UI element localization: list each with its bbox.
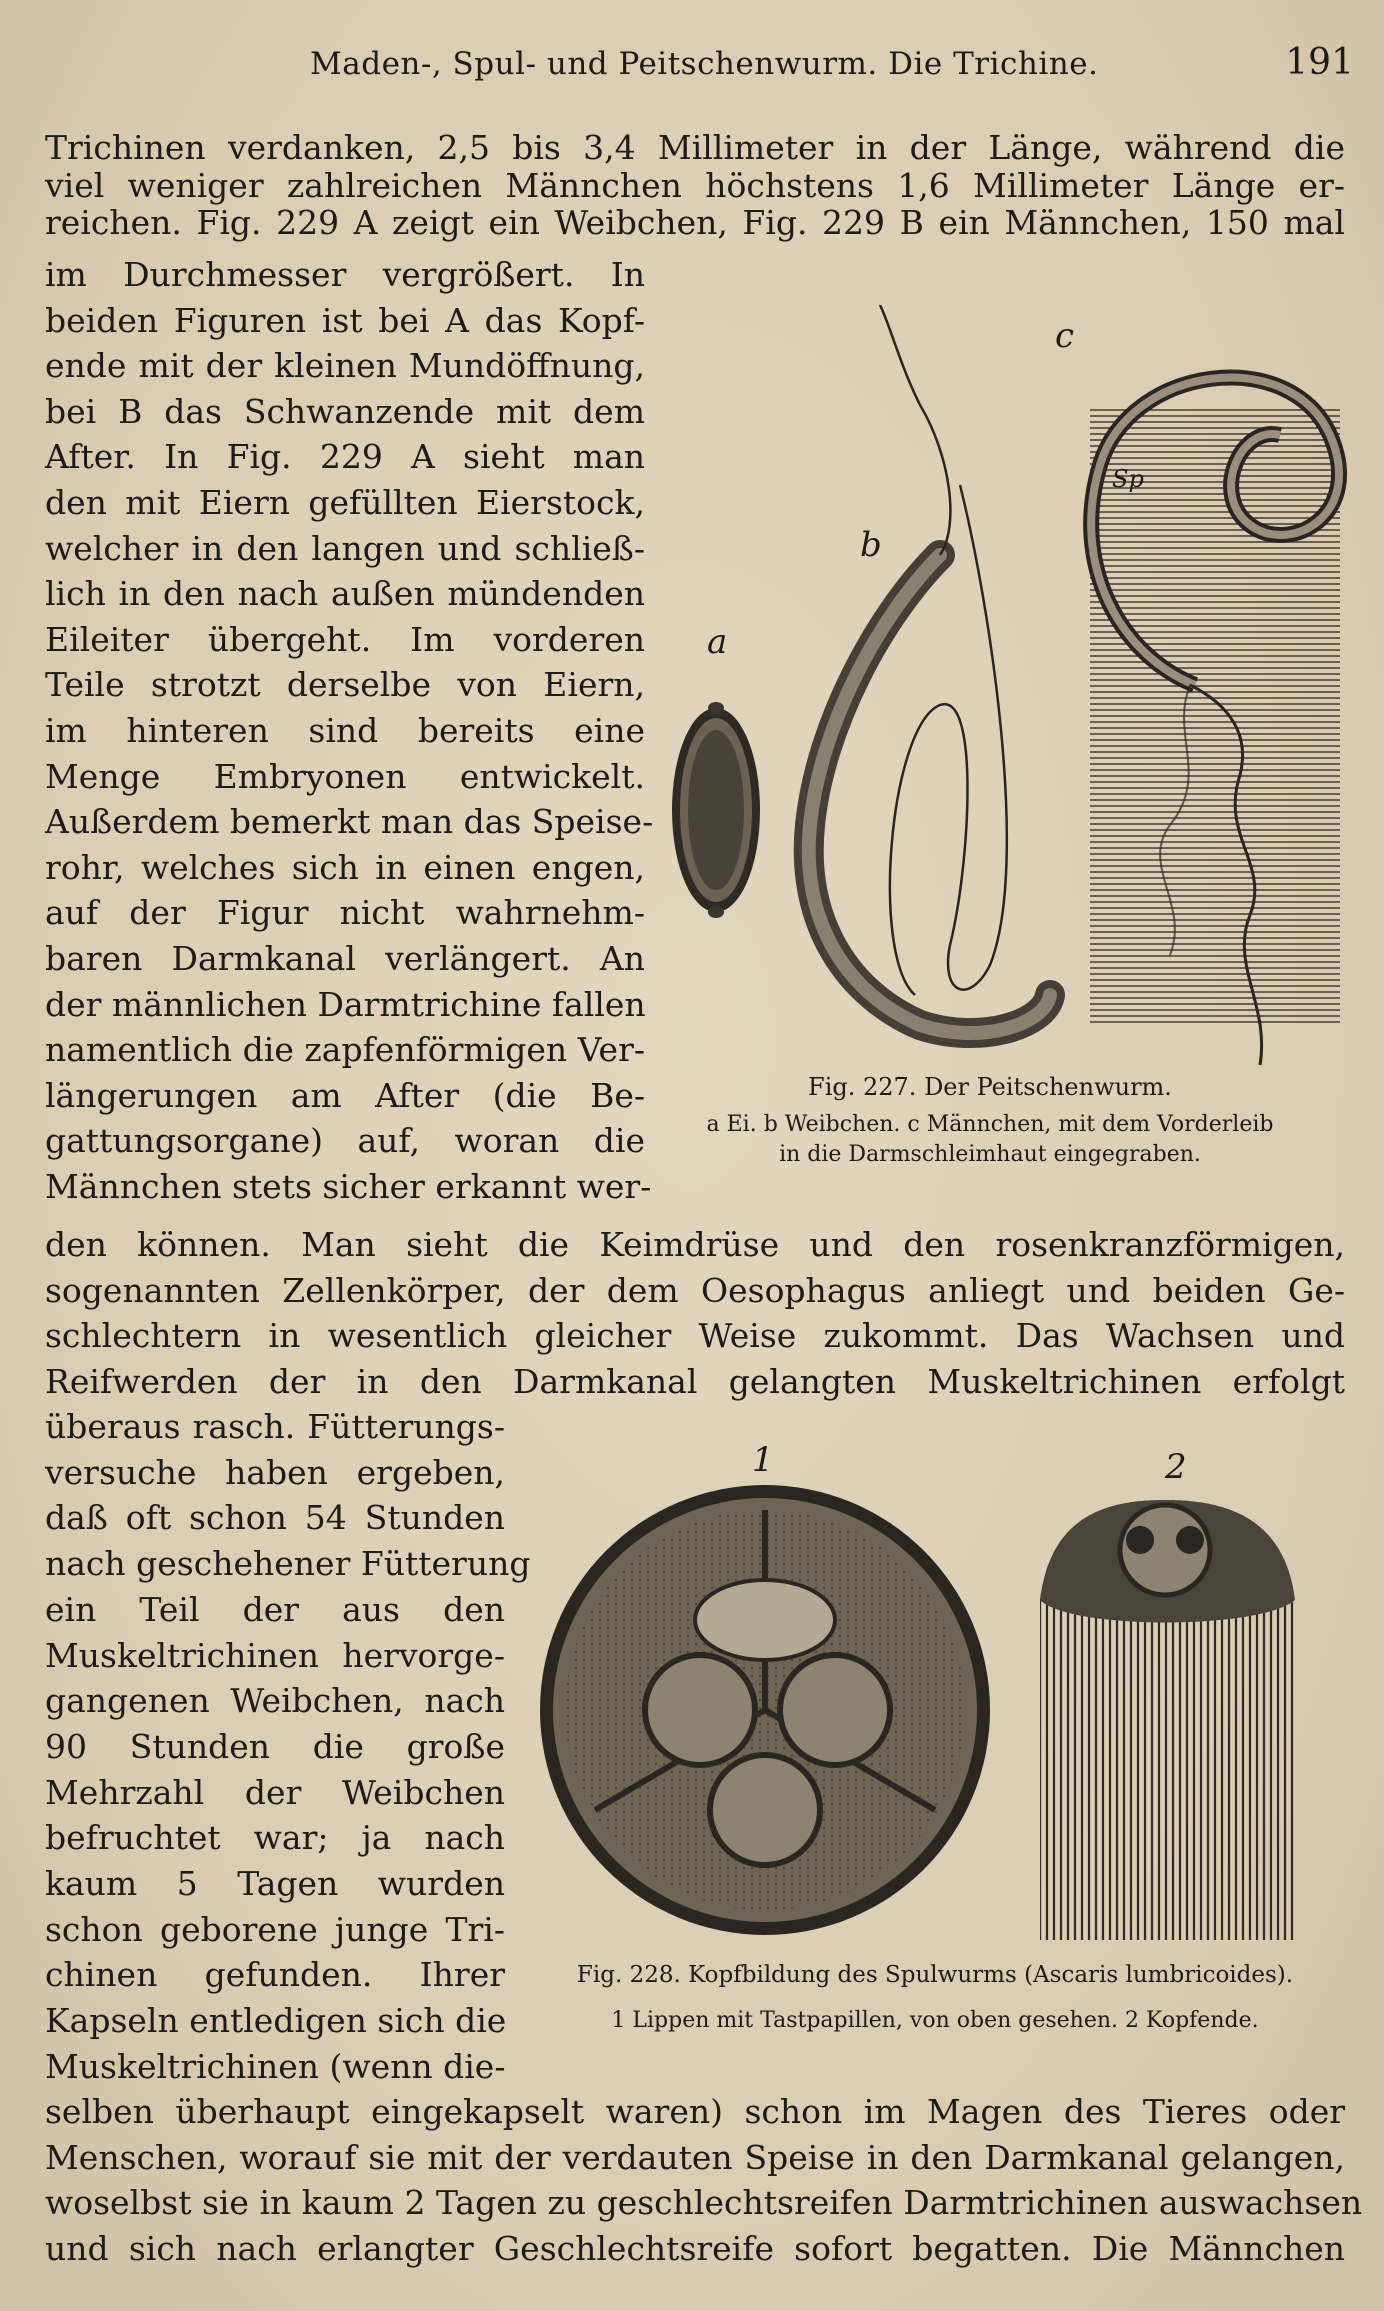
text-line: schon geborene junge Tri-: [45, 1909, 505, 1949]
text-line: befruchtet war; ja nach: [45, 1818, 505, 1858]
figure-228-ascaris-head: [540, 1480, 1345, 1950]
text-line: bei B das Schwanzende mit dem: [45, 391, 645, 431]
text-line: kaum 5 Tagen wurden: [45, 1864, 505, 1903]
text-line: im hinteren sind bereits eine: [45, 711, 645, 750]
text-line: versuche haben ergeben,: [45, 1452, 505, 1492]
text-line: After. In Fig. 229 A sieht man: [45, 437, 645, 477]
fig227-label-b: b: [860, 525, 882, 565]
text-line: schlechtern in wesentlich gleicher Weise zukommt. Das Wachsen und: [45, 1316, 1345, 1356]
text-line: Menge Embryonen entwickelt.: [45, 756, 645, 796]
text-line: beiden Figuren ist bei A das Kopf-: [45, 300, 645, 340]
text-line: auf der Figur nicht wahrnehm-: [45, 893, 645, 933]
text-line: Außerdem bemerkt man das Speise-: [45, 802, 654, 842]
fig228-label-1: 1: [752, 1440, 774, 1480]
text-line: reichen. Fig. 229 A zeigt ein Weibchen, Fig. 229 B ein Männchen, 150 mal: [45, 203, 1345, 242]
text-line: Muskeltrichinen (wenn die-: [45, 2046, 506, 2086]
fig228-caption: Fig. 228. Kopfbildung des Spulwurms (Ascaris lumbricoides).: [576, 1962, 1294, 1988]
text-line: überaus rasch. Fütterungs-: [45, 1407, 505, 1446]
text-line: 90 Stunden die große: [45, 1726, 505, 1766]
fig227-label-sp: Sp: [1112, 465, 1144, 493]
text-line: Kapseln entledigen sich die: [45, 2001, 507, 2041]
fig227-legend-line-1: a Ei. b Weibchen. c Männchen, mit dem Vorderleib: [706, 1112, 1274, 1137]
whipworm-egg-illustration: [672, 702, 760, 918]
page-number: 191: [1285, 42, 1354, 83]
text-line: Eileiter übergeht. Im vorderen: [45, 619, 645, 659]
text-line: der männlichen Darmtrichine fallen: [45, 984, 646, 1024]
text-line: und sich nach erlangter Geschlechtsreife sofort begatten. Die Männchen: [45, 2229, 1345, 2269]
fig227-legend-line-2: in die Darmschleimhaut eingegraben.: [779, 1142, 1201, 1167]
text-line: Trichinen verdanken, 2,5 bis 3,4 Millimeter in der Länge, während die: [45, 128, 1345, 167]
text-line: baren Darmkanal verlängert. An: [45, 939, 645, 978]
text-line: gattungsorgane) auf, woran die: [45, 1121, 645, 1161]
fig227-label-a: a: [707, 622, 728, 662]
running-header: [0, 42, 1384, 92]
figure-227-whipworm: [650, 305, 1350, 1075]
ascaris-lips-top-view: [540, 1485, 990, 1935]
fig227-label-c: c: [1055, 316, 1075, 356]
text-line: lich in den nach außen mündenden: [45, 574, 645, 614]
text-line: daß oft schon 54 Stunden: [45, 1498, 505, 1538]
text-line: rohr, welches sich in einen engen,: [45, 847, 645, 887]
ascaris-head-end: [1040, 1500, 1295, 1940]
text-line: Muskeltrichinen hervorge-: [45, 1635, 505, 1675]
running-title: Maden-, Spul- und Peitschenwurm. Die Trichine.: [310, 46, 1099, 82]
text-line: den können. Man sieht die Keimdrüse und den rosenkranzförmigen,: [45, 1225, 1345, 1264]
text-line: Mehrzahl der Weibchen: [45, 1772, 505, 1812]
text-line: viel weniger zahlreichen Männchen höchstens 1,6 Millimeter Länge er-: [45, 165, 1345, 205]
text-line: Menschen, worauf sie mit der verdauten Speise in den Darmkanal gelangen,: [45, 2137, 1345, 2177]
text-line: Männchen stets sicher erkannt wer-: [45, 1167, 652, 1206]
text-line: chinen gefunden. Ihrer: [45, 1955, 505, 1995]
text-line: Teile strotzt derselbe von Eiern,: [45, 665, 645, 705]
text-line: ein Teil der aus den: [45, 1589, 505, 1629]
text-line: längerungen am After (die Be-: [45, 1075, 645, 1115]
fig227-caption: Fig. 227. Der Peitschenwurm.: [808, 1073, 1172, 1101]
text-line: ende mit der kleinen Mundöffnung,: [45, 346, 645, 386]
text-line: gangenen Weibchen, nach: [45, 1681, 505, 1721]
text-line: namentlich die zapfenförmigen Ver-: [45, 1030, 645, 1070]
text-line: den mit Eiern gefüllten Eierstock,: [45, 483, 645, 522]
text-line: nach geschehener Fütterung: [45, 1544, 531, 1584]
text-line: im Durchmesser vergrößert. In: [45, 255, 645, 294]
whipworm-female-illustration: [809, 305, 1050, 1033]
text-line: sogenannten Zellenkörper, der dem Oesophagus anliegt und beiden Ge-: [45, 1270, 1345, 1310]
fig228-legend: 1 Lippen mit Tastpapillen, von oben gesehen. 2 Kopfende.: [611, 2008, 1259, 2033]
text-line: welcher in den langen und schließ-: [45, 528, 645, 568]
fig228-label-2: 2: [1165, 1447, 1187, 1487]
text-line: woselbst sie in kaum 2 Tagen zu geschlechtsreifen Darmtrichinen auswachsen: [45, 2183, 1363, 2223]
text-line: Reifwerden der in den Darmkanal gelangten Muskeltrichinen erfolgt: [45, 1362, 1345, 1402]
text-line: selben überhaupt eingekapselt waren) schon im Magen des Tieres oder: [45, 2092, 1345, 2131]
